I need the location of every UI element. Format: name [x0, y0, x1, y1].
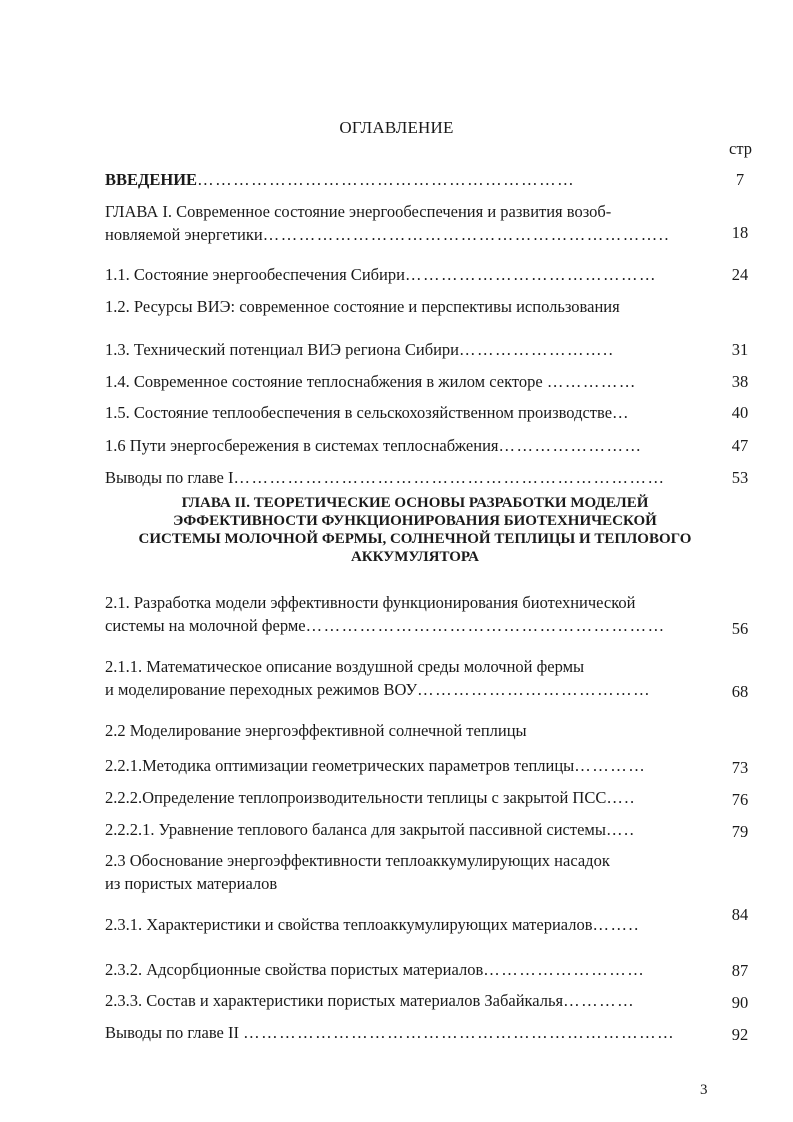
toc-entry-dots: ……………………………………………………………… [243, 1023, 676, 1042]
toc-entry-dots: ….. [606, 788, 636, 807]
toc-entry-page: 92 [731, 1025, 749, 1044]
toc-entry-2-3-2[interactable] [105, 958, 705, 981]
chapter-heading-line: ЭФФЕКТИВНОСТИ ФУНКЦИОНИРОВАНИЯ БИОТЕХНИЧЕСКОЙ [173, 513, 657, 529]
toc-entry-page: 31 [731, 340, 749, 359]
toc-entry-1-1[interactable] [105, 263, 705, 286]
chapter-heading-line: СИСТЕМЫ МОЛОЧНОЙ ФЕРМЫ, СОЛНЕЧНОЙ ТЕПЛИЦЫ И ТЕПЛОВОГО [138, 531, 692, 547]
toc-entry-page: 87 [731, 961, 749, 980]
toc-entry-title: 1.1. Состояние энергообеспечения Сибири [105, 265, 405, 284]
toc-entry-page: 56 [731, 619, 749, 638]
toc-entry-introduction[interactable] [105, 168, 705, 191]
toc-entry-title: 2.2.2.Определение теплопроизводительности теплицы с закрытой ПСС [105, 788, 607, 807]
toc-entry-dots: ……………………… [483, 960, 646, 979]
toc-entry-2-2-2[interactable] [105, 786, 705, 809]
toc-entry-dots: …………………… [498, 436, 643, 455]
chapter-heading-line: ГЛАВА II. ТЕОРЕТИЧЕСКИЕ ОСНОВЫ РАЗРАБОТКИ МОДЕЛЕЙ [181, 495, 649, 511]
toc-entry-title: 2.1. Разработка модели эффективности функционирования биотехнической [105, 593, 636, 612]
page-column-label: стр [729, 139, 752, 158]
toc-entry-dots: ……………………………………………………………… [233, 468, 666, 487]
toc-entry-1-5[interactable] [105, 401, 705, 424]
toc-entry-page: 47 [731, 436, 749, 455]
toc-entry-page: 73 [731, 758, 749, 777]
toc-entry-page: 79 [731, 822, 749, 841]
toc-entry-dots: … [612, 403, 631, 422]
toc-entry-page: 53 [731, 468, 749, 487]
toc-entry-dots: …………… [546, 372, 637, 391]
page-number: 3 [700, 1082, 708, 1098]
toc-entry-title: ВВЕДЕНИЕ [105, 170, 198, 189]
toc-entry-2-1-1[interactable] [105, 655, 705, 701]
toc-entry-1-2[interactable] [105, 295, 705, 318]
toc-entry-chapter-1[interactable] [105, 200, 705, 246]
toc-entry-2-2-1[interactable] [105, 754, 705, 777]
toc-entry-dots: ………… [563, 991, 636, 1010]
toc-entry-1-6[interactable] [105, 434, 705, 457]
toc-entry-dots: ………… [574, 756, 647, 775]
toc-entry-conclusions-2[interactable] [105, 1021, 705, 1044]
toc-entry-page: 38 [731, 372, 749, 391]
toc-entry-title: 2.2 Моделирование энергоэффективной солнечной теплицы [105, 721, 527, 740]
toc-entry-2-3[interactable] [105, 849, 705, 895]
toc-entry-title: 2.2.2.1. Уравнение теплового баланса для закрытой пассивной системы [105, 820, 606, 839]
toc-entry-page: 76 [731, 790, 749, 809]
toc-entry-title: 1.4. Современное состояние теплоснабжения в жилом секторе [105, 372, 547, 391]
toc-entry-title: Выводы по главе I [105, 468, 234, 487]
toc-entry-title: Выводы по главе II [105, 1023, 244, 1042]
chapter-2-heading[interactable] [105, 494, 725, 566]
toc-entry-1-3[interactable] [105, 338, 705, 361]
toc-entry-title-cont: из пористых материалов [105, 874, 278, 893]
toc-entry-2-3-3[interactable] [105, 989, 705, 1012]
toc-entry-2-2-2-1[interactable] [105, 818, 705, 841]
toc-entry-2-1[interactable] [105, 591, 705, 637]
chapter-heading-line: АККУМУЛЯТОРА [350, 549, 480, 565]
toc-entry-title-cont: и моделирование переходных режимов ВОУ [105, 680, 418, 699]
page-title: ОГЛАВЛЕНИЕ [339, 118, 454, 137]
toc-entry-title: 2.1.1. Математическое описание воздушной среды молочной фермы [105, 657, 585, 676]
toc-entry-title-cont: системы на молочной ферме [105, 616, 306, 635]
toc-entry-title: 2.3.3. Состав и характеристики пористых материалов Забайкалья [105, 991, 564, 1010]
toc-entry-dots: …………………………………… [404, 265, 657, 284]
toc-entry-dots: ………………………………………………………….. [262, 225, 670, 244]
toc-entry-title: ГЛАВА I. Современное состояние энергообеспечения и развития возоб- [105, 202, 612, 221]
toc-entry-dots: …………………………………………………… [305, 616, 666, 635]
toc-entry-2-3-1[interactable] [105, 913, 705, 936]
toc-entry-dots: ………………………………… [417, 680, 652, 699]
toc-entry-page: 68 [731, 682, 749, 701]
toc-entry-title: 2.3.2. Адсорбционные свойства пористых материалов [105, 960, 484, 979]
toc-entry-page: 18 [731, 223, 749, 242]
toc-entry-dots: …….. [592, 915, 640, 934]
toc-entry-dots: ……………………………………………………… [197, 170, 576, 189]
toc-entry-conclusions-1[interactable] [105, 466, 705, 489]
toc-entry-title: 1.3. Технический потенциал ВИЭ региона Сибири [105, 340, 459, 359]
toc-entry-2-2[interactable] [105, 719, 705, 742]
toc-entry-page: 24 [731, 265, 749, 284]
toc-entry-title: 2.2.1.Методика оптимизации геометрических параметров теплицы [105, 756, 575, 775]
toc-entry-page: 84 [731, 905, 749, 924]
toc-entry-page: 40 [731, 403, 749, 422]
toc-entry-dots: ….. [605, 820, 636, 839]
toc-entry-title: 1.6 Пути энергосбережения в системах теплоснабжения [105, 436, 499, 455]
toc-entry-page: 90 [731, 993, 749, 1012]
toc-entry-title-cont: новляемой энергетики [105, 225, 263, 244]
toc-entry-dots: …………………….. [459, 340, 615, 359]
toc-entry-title: 1.5. Состояние теплообеспечения в сельскохозяйственном производстве [105, 403, 613, 422]
toc-entry-page: 7 [735, 170, 745, 189]
toc-entry-title: 1.2. Ресурсы ВИЭ: современное состояние и перспективы использования [105, 297, 620, 316]
toc-entry-title: 2.3.1. Характеристики и свойства теплоаккумулирующих материалов [105, 915, 593, 934]
toc-entry-1-4[interactable] [105, 370, 705, 393]
toc-entry-title: 2.3 Обоснование энергоэффективности теплоаккумулирующих насадок [105, 851, 610, 870]
